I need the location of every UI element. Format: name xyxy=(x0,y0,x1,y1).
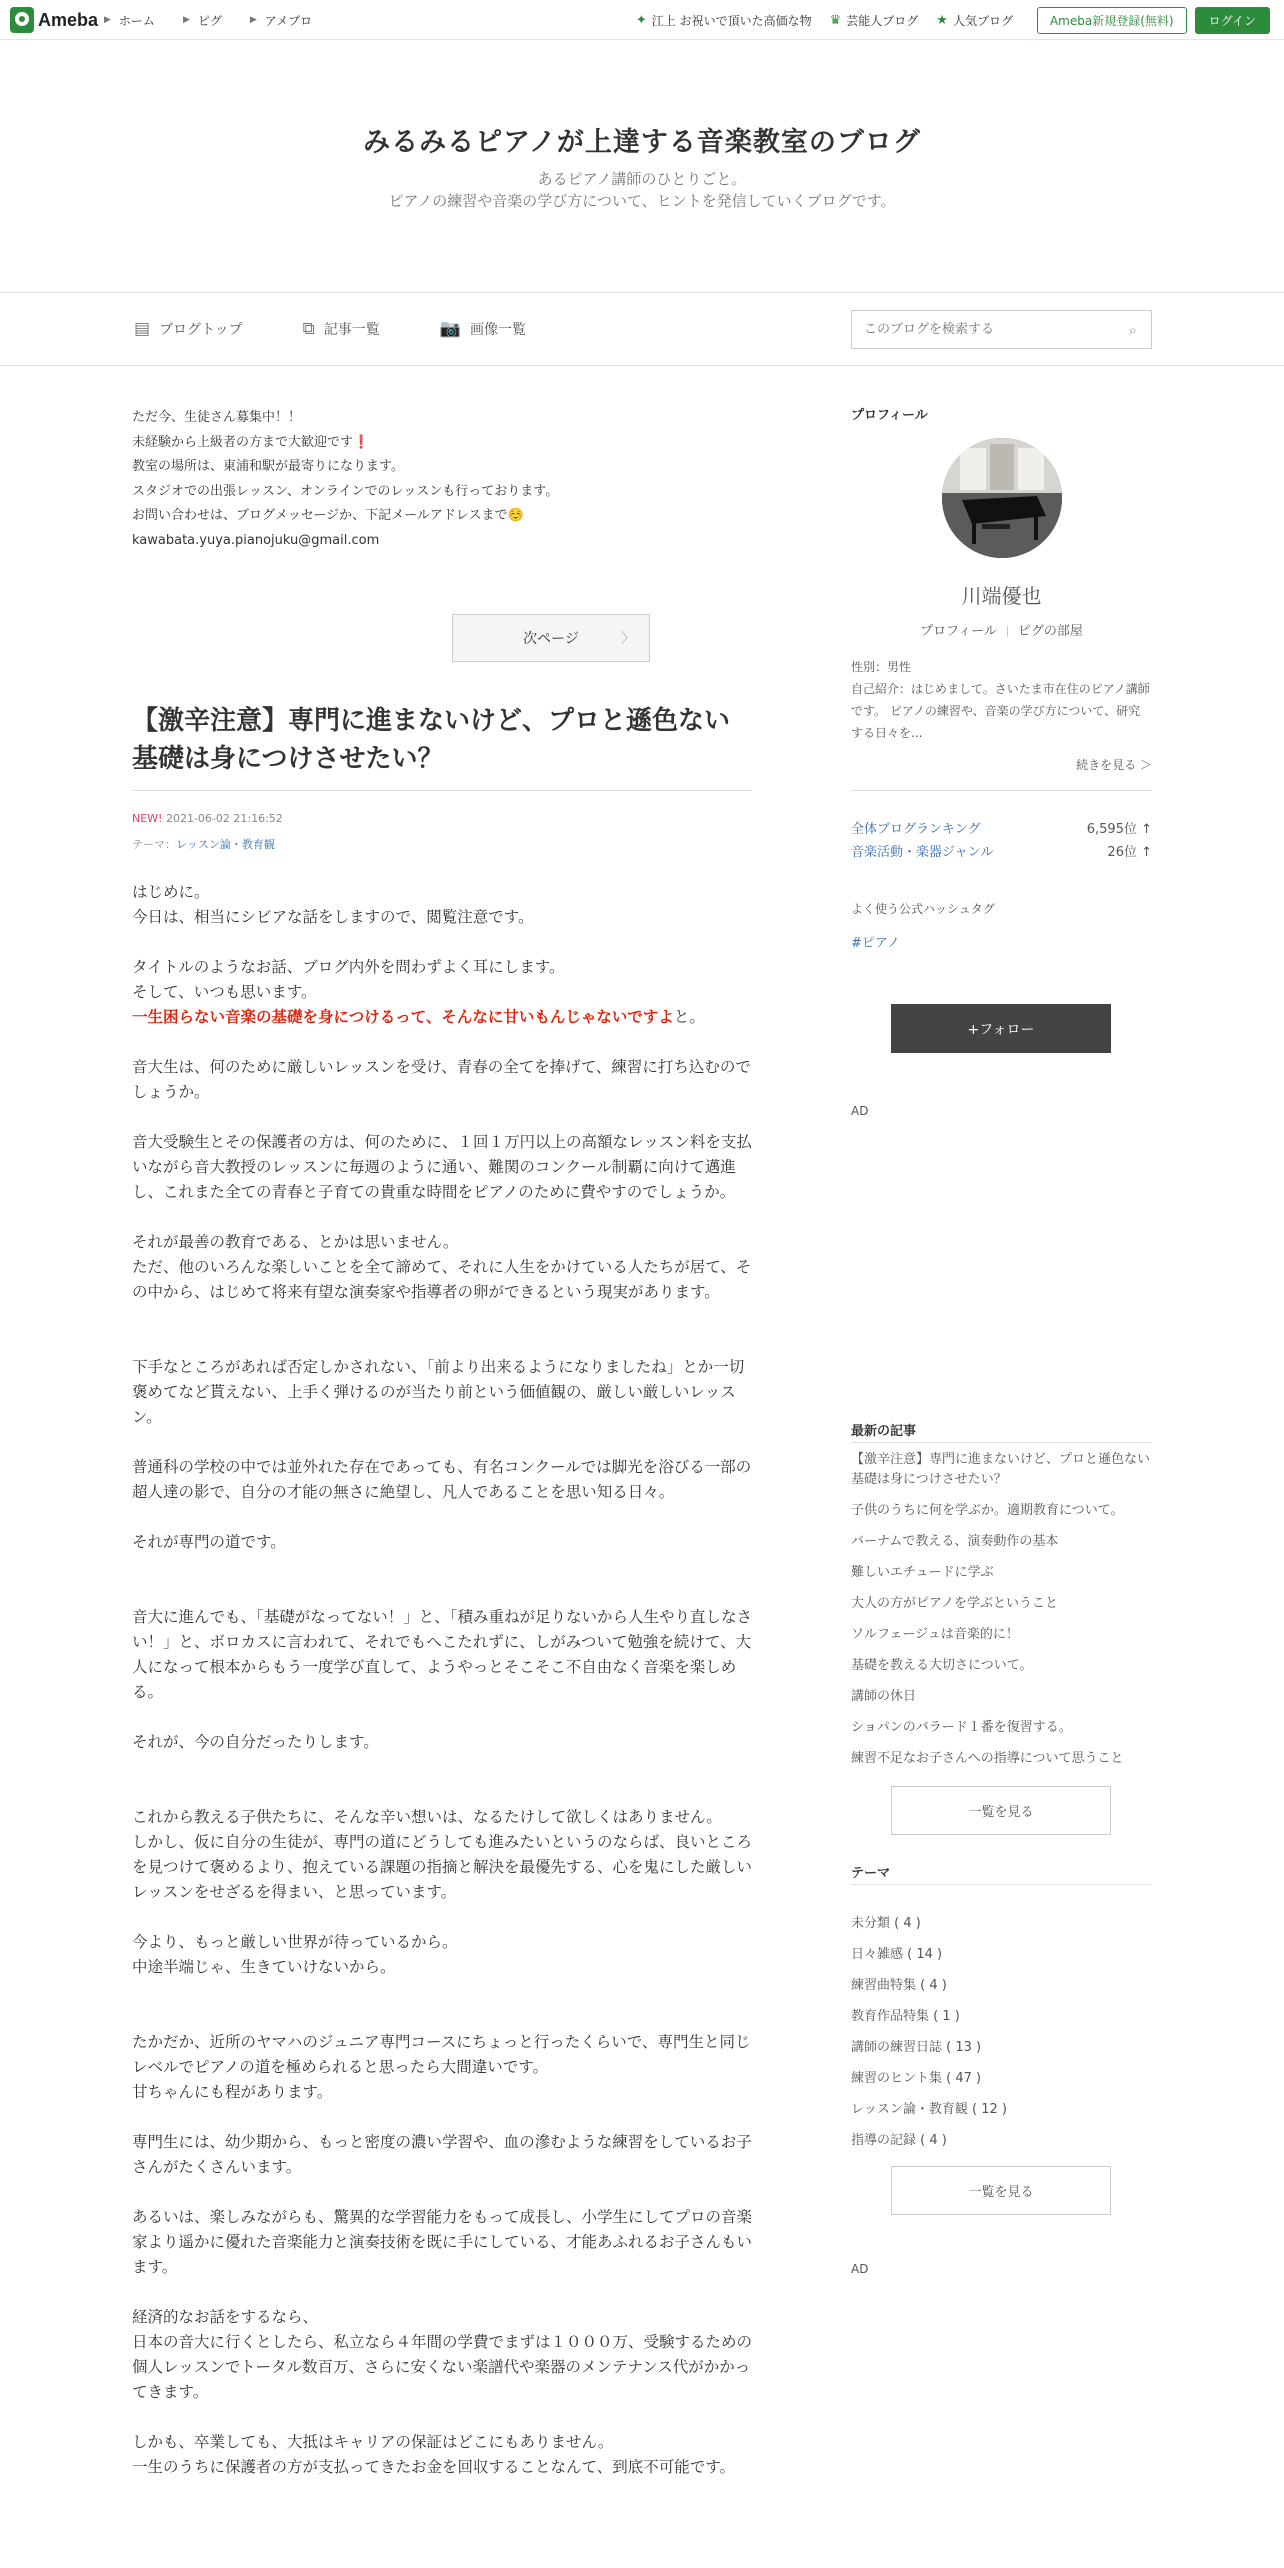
camera-icon: 📷 xyxy=(439,319,461,339)
global-nav xyxy=(104,0,312,40)
paragraph: はじめに。 xyxy=(132,883,210,901)
recent-heading: 最新の記事 xyxy=(851,1424,917,1439)
recent-see-all-button[interactable]: 一覧を見る xyxy=(891,1786,1111,1835)
article-theme xyxy=(132,836,275,852)
paragraph: 甘ちゃんにも程があります。 xyxy=(132,2083,333,2101)
pigg-room-link[interactable]: ピグの部屋 xyxy=(1017,624,1083,639)
ameba-logo[interactable] xyxy=(10,7,98,33)
blog-search xyxy=(851,310,1152,349)
chevron-right-icon: 〉 xyxy=(621,631,635,647)
blog-title[interactable]: みるみるピアノが上達する音楽教室のブログ xyxy=(363,127,921,158)
blog-top-label: ブログトップ xyxy=(159,322,243,338)
ranking-value: 6,595位 ↑ xyxy=(1086,822,1152,837)
profile-more-link[interactable]: 続きを見る ＞ xyxy=(1076,758,1152,772)
chevron-right-icon: ▶ xyxy=(104,15,111,25)
paragraph: 下手なところがあれば否定しかされない、「前より出来るようになりましたね」とか一切褒めてなど貰えない、上手く弾けるのが当たり前という価値観の、厳しい厳しいレッスン。 xyxy=(132,1358,745,1426)
blog-top-link[interactable] xyxy=(134,319,243,339)
nav-pigg[interactable] xyxy=(183,12,222,29)
search-icon[interactable]: ⌕ xyxy=(1128,321,1137,339)
paragraph: タイトルのようなお話、ブログ内外を問わずよく耳にします。 xyxy=(132,958,565,976)
recent-item[interactable]: ショパンのバラード１番を復習する。 xyxy=(851,1720,1072,1735)
copy-icon: ⧉ xyxy=(302,319,315,339)
paragraph: しかも、卒業しても、大抵はキャリアの保証はどこにもありません。 xyxy=(132,2433,614,2451)
paragraph xyxy=(132,1005,752,1030)
avatar[interactable] xyxy=(942,438,1062,558)
blog-description xyxy=(0,168,1284,212)
article-body xyxy=(132,880,752,2480)
entry-list-label: 記事一覧 xyxy=(323,322,380,338)
profile-name[interactable]: 川端優也 xyxy=(961,584,1042,608)
divider xyxy=(851,790,1152,791)
theme-item[interactable]: 教育作品特集 ( 1 ) xyxy=(851,2009,960,2024)
paragraph: 一生のうちに保護者の方が支払ってきたお金を回収することなんて、到底不可能です。 xyxy=(132,2458,735,2476)
hashtag-link[interactable]: #ピアノ xyxy=(851,936,900,951)
paragraph: 音大に進んでも、「基礎がなってない！」と、「積み重ねが足りないから人生やり直しなさい！」と、ボロカスに言われて、それでもへこたれずに、しがみついて勉強を続けて、大人になって根本からもう一度学び直して、ようやっとそこそこ不自由なく音楽を楽しめる。 xyxy=(132,1608,753,1701)
blog-nav xyxy=(0,292,1284,366)
recent-item[interactable]: ソルフェージュは音楽的に！ xyxy=(851,1627,1019,1642)
theme-prefix: テーマ： xyxy=(132,838,176,851)
intro-line: ただ今、生徒さん募集中！！ xyxy=(132,410,302,425)
theme-item[interactable]: 指導の記録 ( 4 ) xyxy=(851,2133,947,2148)
theme-item[interactable]: 未分類 ( 4 ) xyxy=(851,1916,921,1931)
popular-blog-link[interactable] xyxy=(936,12,1013,29)
theme-see-all-button[interactable]: 一覧を見る xyxy=(891,2166,1111,2215)
recent-item[interactable]: 講師の休日 xyxy=(851,1689,917,1704)
profile-links xyxy=(851,620,1152,639)
profile-link[interactable]: プロフィール xyxy=(920,624,997,639)
theme-link[interactable]: レッスン論・教育観 xyxy=(176,838,275,851)
divider xyxy=(851,1884,1152,1885)
paragraph: 専門生には、幼少期から、もっと密度の濃い学習や、血の滲むような練習をしているお子さんがたくさんいます。 xyxy=(132,2133,752,2176)
intro-line: スタジオでの出張レッスン、オンラインでのレッスンも行っております。 xyxy=(132,483,559,499)
entry-list-link[interactable] xyxy=(303,319,380,339)
nav-ameblo[interactable] xyxy=(250,12,312,29)
search-input[interactable] xyxy=(852,311,1112,348)
intro-line: 教室の場所は、東浦和駅が最寄りになります。 xyxy=(132,459,404,474)
blog-header xyxy=(0,40,1284,292)
paragraph: ただ、他のいろんな楽しいことを全て諦めて、それに人生をかけている人たちが居て、その中から、はじめて将来有望な演奏家や指導者の卵ができるという現実があります。 xyxy=(132,1258,752,1301)
chevron-right-icon: ▶ xyxy=(182,15,190,25)
paragraph: それが最善の教育である、とかは思いません。 xyxy=(132,1233,459,1251)
paragraph: たかだか、近所のヤマハのジュニア専門コースにちょっと行ったくらいで、専門生と同じレベルでピアノの道を極められると思ったら大間違いです。 xyxy=(132,2033,751,2076)
nav-label: ホーム xyxy=(118,13,155,28)
paragraph: 音大生は、何のために厳しいレッスンを受け、青春の全てを捧げて、練習に打ち込むのでしょうか。 xyxy=(132,1058,751,1101)
profile-intro: 自己紹介：はじめまして。さいたま市在住のピアノ講師です。 ピアノの練習や、音楽の学び方について、研究する日々を... xyxy=(851,682,1150,740)
paragraph: 今より、もっと厳しい世界が待っているから。 xyxy=(132,1933,458,1951)
ranking-overall xyxy=(851,818,1152,837)
ameba-logo-text: Ameba xyxy=(38,9,99,30)
profile-gender: 性別：男性 xyxy=(851,660,912,674)
paragraph: しかし、仮に自分の生徒が、専門の道にどうしても進みたいというのならば、良いところを見つけて褒めるより、抱えている課題の指摘と解決を最優先する、心を鬼にした厳しいレッスンをせざるを得まい、と思っています。 xyxy=(132,1833,753,1901)
paragraph: 今日は、相当にシビアな話をしますので、閲覧注意です。 xyxy=(132,908,534,926)
register-button[interactable]: Ameba新規登録(無料) xyxy=(1037,7,1187,34)
ameba-logo-icon xyxy=(10,7,34,33)
hashtag-heading: よく使う公式ハッシュタグ xyxy=(851,902,995,916)
recent-item[interactable]: 難しいエチュードに学ぶ xyxy=(851,1565,994,1580)
intro-line: 未経験から上級者の方まで大歓迎です❗️ xyxy=(132,434,370,450)
header-right xyxy=(636,0,1270,40)
theme-item[interactable]: 日々雑感 ( 14 ) xyxy=(851,1947,943,1962)
profile-heading: プロフィール xyxy=(851,408,928,423)
nav-home[interactable] xyxy=(104,12,155,29)
paragraph: それが、今の自分だったりします。 xyxy=(132,1733,379,1751)
paragraph: 日本の音大に行くとしたら、私立なら４年間の学費でまずは１０００万、受験するための個人レッスンでトータル数百万、さらに安くない楽譜代や楽器のメンテナンス代がかかってきます。 xyxy=(132,2333,753,2401)
recent-item[interactable]: 大人の方がピアノを学ぶということ xyxy=(851,1596,1058,1611)
theme-item[interactable]: 講師の練習日誌 ( 13 ) xyxy=(851,2040,982,2055)
article-datetime: 2021-06-02 21:16:52 xyxy=(165,812,283,825)
star-icon: ★ xyxy=(936,12,948,28)
sparkle-icon: ✦ xyxy=(635,12,647,28)
profile-info xyxy=(851,656,1152,744)
theme-item[interactable]: 練習のヒント集 ( 47 ) xyxy=(851,2071,982,2086)
ranking-value: 26位 ↑ xyxy=(1107,845,1152,860)
paragraph: あるいは、楽しみながらも、驚異的な学習能力をもって成長し、小学生にしてプロの音楽家より遥かに優れた音楽能力と演奏技術を既に手にしている、才能あふれるお子さんもいます。 xyxy=(132,2208,753,2276)
recent-item[interactable]: バーナムで教える、演奏動作の基本 xyxy=(851,1534,1059,1549)
paragraph: これから教える子供たちに、そんな辛い想いは、なるたけして欲しくはありません。 xyxy=(132,1808,722,1826)
article-title[interactable]: 【激辛注意】専門に進まないけど、プロと遜色ない基礎は身につけさせたい？ xyxy=(132,706,731,774)
nav-label: ピグ xyxy=(197,13,222,28)
recent-item[interactable]: 練習不足なお子さんへの指導について思うこと xyxy=(851,1751,1124,1766)
blog-intro xyxy=(132,406,558,553)
image-list-label: 画像一覧 xyxy=(469,322,526,338)
paragraph-tail: と。 xyxy=(673,1008,705,1026)
divider xyxy=(1007,626,1008,637)
follow-button[interactable]: +フォロー xyxy=(891,1004,1111,1053)
next-page-button[interactable] xyxy=(452,614,650,662)
login-button[interactable]: ログイン xyxy=(1195,7,1270,34)
divider xyxy=(132,790,752,791)
article-meta xyxy=(132,812,283,825)
recent-list xyxy=(851,1450,1152,1780)
ranking-label[interactable]: 全体ブログランキング xyxy=(851,822,981,837)
theme-heading: テーマ xyxy=(851,1866,891,1881)
paragraph: そして、いつも思います。 xyxy=(132,983,317,1001)
chevron-right-icon: ▶ xyxy=(249,15,257,25)
celebrity-blog-label: 芸能人ブログ xyxy=(846,13,919,28)
blog-description-line: あるピアノ講師のひとりごと。 xyxy=(537,170,747,188)
theme-item[interactable]: レッスン論・教育観 ( 12 ) xyxy=(851,2102,1007,2117)
paragraph: 経済的なお話をするなら、 xyxy=(132,2308,319,2326)
intro-line: お問い合わせは、ブログメッセージか、下記メールアドレスまで☺️ xyxy=(132,508,524,523)
celebrity-blog-link[interactable] xyxy=(830,12,919,29)
recent-item[interactable]: 【激辛注意】専門に進まないけど、プロと遜色ない基礎は身につけさせたい？ xyxy=(851,1452,1151,1487)
next-page-label: 次ページ xyxy=(523,631,579,647)
global-header xyxy=(0,0,1284,40)
document-icon: ▤ xyxy=(134,319,151,339)
paragraph: 普通科の学校の中では並外れた存在であっても、有名コンクールでは脚光を浴びる一部の超人達の影で、自分の才能の無さに絶望し、凡人であることを思い知る日々。 xyxy=(132,1458,752,1501)
intro-email: kawabata.yuya.pianojuku@gmail.com xyxy=(132,532,380,548)
ranking-label[interactable]: 音楽活動・楽器ジャンル xyxy=(851,845,994,860)
new-badge: NEW! xyxy=(132,812,163,825)
theme-item[interactable]: 練習曲特集 ( 4 ) xyxy=(851,1978,947,1993)
popular-blog-label: 人気ブログ xyxy=(952,13,1013,28)
paragraph: 音大受験生とその保護者の方は、何のために、１回１万円以上の高額なレッスン料を支払いながら音大教授のレッスンに毎週のように通い、難関のコンクール制覇に向けて邁進し、これまた全ての青春と子育ての貴重な時間をピアノのために費やすのでしょうか。 xyxy=(132,1133,752,1201)
ad-label: AD xyxy=(851,2262,869,2276)
recent-item[interactable]: 基礎を教える大切さについて。 xyxy=(851,1658,1033,1673)
ranking-genre xyxy=(851,841,1152,860)
news-link-label: 江上 お祝いで頂いた高価な物 xyxy=(651,13,812,28)
highlight-text: 一生困らない音楽の基礎を身につけるって、そんなに甘いもんじゃないですよ xyxy=(132,1008,674,1026)
recent-item[interactable]: 子供のうちに何を学ぶか。適期教育について。 xyxy=(851,1503,1124,1518)
image-list-link[interactable] xyxy=(440,319,526,339)
piano-room-photo xyxy=(942,438,1062,558)
crown-icon: ♛ xyxy=(829,12,842,28)
nav-label: アメブロ xyxy=(264,13,313,28)
blog-description-line: ピアノの練習や音楽の学び方について、ヒントを発信していくブログです。 xyxy=(388,192,896,210)
theme-list xyxy=(851,1914,1152,2162)
paragraph: 中途半端じゃ、生きていけないから。 xyxy=(132,1958,396,1976)
paragraph: それが専門の道です。 xyxy=(132,1533,286,1551)
divider xyxy=(851,1442,1152,1443)
news-link[interactable] xyxy=(636,12,812,29)
ad-label: AD xyxy=(851,1104,869,1118)
